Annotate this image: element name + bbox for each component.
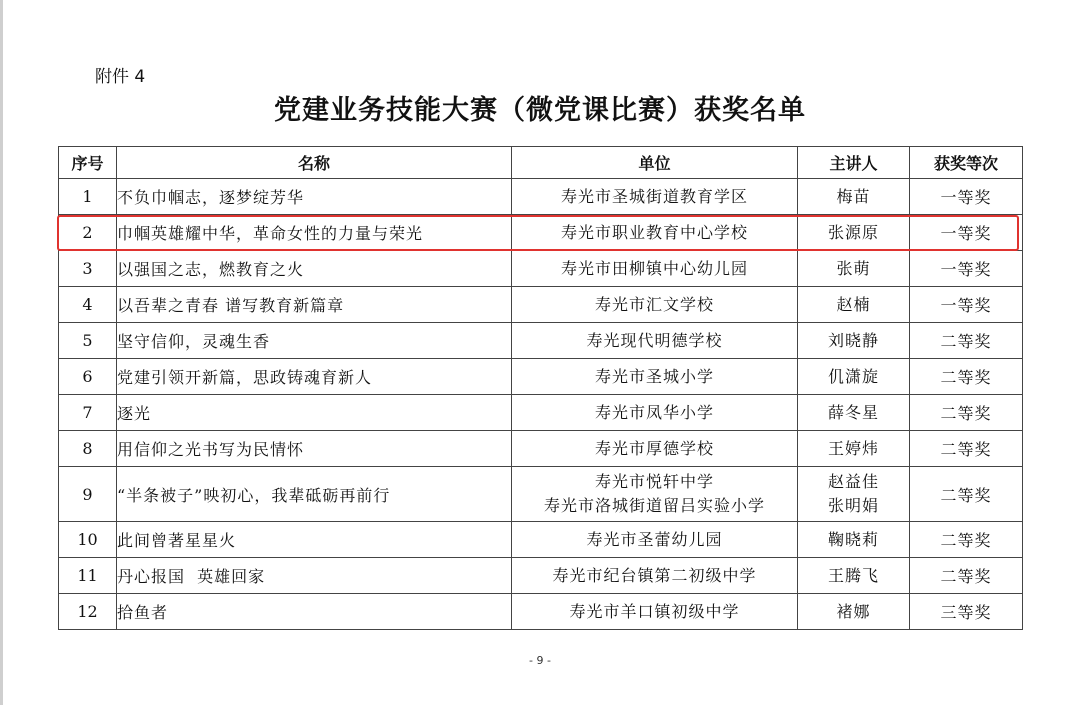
- row-lecturer: 赵楠: [798, 287, 910, 323]
- row-award: 二等奖: [910, 522, 1023, 558]
- page-number: - 9 -: [529, 654, 551, 667]
- header-unit: 单位: [512, 147, 798, 179]
- table-row: [59, 287, 1023, 323]
- table-row: [59, 558, 1023, 594]
- row-lecturer: 刘晓静: [798, 323, 910, 359]
- header-award: 获奖等次: [910, 147, 1023, 179]
- row-index: 9: [59, 467, 117, 522]
- row-index: 3: [59, 251, 117, 287]
- row-name: 丹心报国 英雄回家: [117, 558, 512, 594]
- table-row: [59, 431, 1023, 467]
- table-row: [59, 594, 1023, 630]
- row-award: 二等奖: [910, 558, 1023, 594]
- row-lecturer: 薛冬星: [798, 395, 910, 431]
- header-lecturer: 主讲人: [798, 147, 910, 179]
- table-row: [59, 179, 1023, 215]
- header-index: 序号: [59, 147, 117, 179]
- row-unit: 寿光市圣蕾幼儿园: [512, 522, 798, 558]
- row-name: “半条被子”映初心，我辈砥砺再前行: [117, 467, 512, 522]
- row-award: 二等奖: [910, 467, 1023, 522]
- row-unit-line: 寿光市洛城街道留吕实验小学: [543, 496, 765, 515]
- row-index: 4: [59, 287, 117, 323]
- row-index: 7: [59, 395, 117, 431]
- award-table: [58, 146, 1023, 630]
- row-index: 8: [59, 431, 117, 467]
- row-unit-line: 寿光市悦轩中学: [594, 472, 714, 491]
- row-index: 6: [59, 359, 117, 395]
- row-name: 以吾辈之青春 谱写教育新篇章: [117, 287, 512, 323]
- table-row: [59, 467, 1023, 522]
- row-name: 不负巾帼志，逐梦绽芳华: [117, 179, 512, 215]
- row-lecturer: 张源原: [798, 215, 910, 251]
- row-lecturer-line: 张明娟: [827, 496, 879, 515]
- row-index: 12: [59, 594, 117, 630]
- document-title: 党建业务技能大赛（微党课比赛）获奖名单: [274, 95, 806, 126]
- row-name: 党建引领开新篇，思政铸魂育新人: [117, 359, 512, 395]
- table-header-row: [59, 147, 1023, 179]
- row-name: 逐光: [117, 395, 512, 431]
- row-unit: 寿光市圣城小学: [512, 359, 798, 395]
- row-award: 二等奖: [910, 431, 1023, 467]
- row-unit: 寿光市纪台镇第二初级中学: [512, 558, 798, 594]
- row-unit: [512, 467, 798, 522]
- row-unit: 寿光市凤华小学: [512, 395, 798, 431]
- row-lecturer: 仉潇旋: [798, 359, 910, 395]
- row-name: 拾鱼者: [117, 594, 512, 630]
- row-award: 三等奖: [910, 594, 1023, 630]
- row-index: 2: [59, 215, 117, 251]
- table-row: [59, 359, 1023, 395]
- row-unit: 寿光市厚德学校: [512, 431, 798, 467]
- row-name: 以强国之志，燃教育之火: [117, 251, 512, 287]
- row-unit: 寿光市圣城街道教育学区: [512, 179, 798, 215]
- row-index: 11: [59, 558, 117, 594]
- row-award: 二等奖: [910, 359, 1023, 395]
- row-name: 此间曾著星星火: [117, 522, 512, 558]
- row-name: 巾帼英雄耀中华，革命女性的力量与荣光: [117, 215, 512, 251]
- row-award: 一等奖: [910, 251, 1023, 287]
- table-row-highlighted: [59, 215, 1023, 251]
- row-index: 10: [59, 522, 117, 558]
- row-award: 二等奖: [910, 323, 1023, 359]
- row-index: 1: [59, 179, 117, 215]
- table-row: [59, 522, 1023, 558]
- row-award: 一等奖: [910, 287, 1023, 323]
- row-lecturer: 张萌: [798, 251, 910, 287]
- row-award: 一等奖: [910, 215, 1023, 251]
- table-row: [59, 323, 1023, 359]
- row-unit: 寿光市田柳镇中心幼儿园: [512, 251, 798, 287]
- row-lecturer: 王腾飞: [798, 558, 910, 594]
- table-row: [59, 395, 1023, 431]
- header-name: 名称: [117, 147, 512, 179]
- row-unit: 寿光市职业教育中心学校: [512, 215, 798, 251]
- row-lecturer: [798, 467, 910, 522]
- row-unit: 寿光市汇文学校: [512, 287, 798, 323]
- row-name: 用信仰之光书写为民情怀: [117, 431, 512, 467]
- table-row: [59, 251, 1023, 287]
- attachment-label: 附件 4: [95, 67, 146, 87]
- row-award: 二等奖: [910, 395, 1023, 431]
- row-index: 5: [59, 323, 117, 359]
- row-name: 坚守信仰，灵魂生香: [117, 323, 512, 359]
- row-unit: 寿光市羊口镇初级中学: [512, 594, 798, 630]
- row-lecturer: 梅苗: [798, 179, 910, 215]
- row-unit: 寿光现代明德学校: [512, 323, 798, 359]
- row-lecturer: 褚娜: [798, 594, 910, 630]
- row-lecturer: 王婷炜: [798, 431, 910, 467]
- row-award: 一等奖: [910, 179, 1023, 215]
- row-lecturer-line: 赵益佳: [827, 472, 879, 491]
- row-lecturer: 鞠晓莉: [798, 522, 910, 558]
